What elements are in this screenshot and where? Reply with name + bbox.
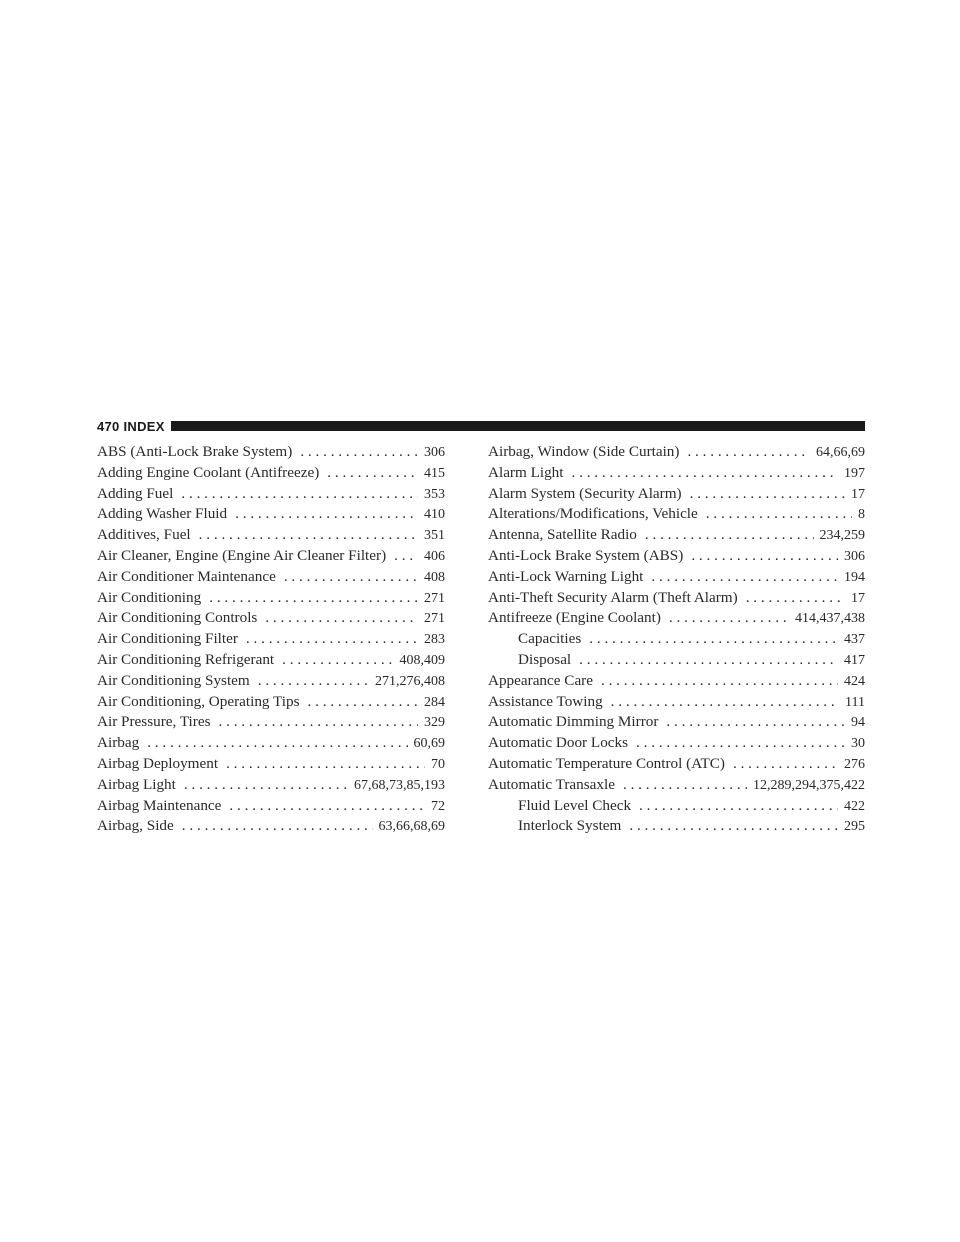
index-entry xyxy=(488,754,865,775)
index-entry xyxy=(488,484,865,505)
index-page-ref: 234,259 xyxy=(819,528,865,544)
dot-leader xyxy=(219,712,419,733)
index-term: Adding Fuel xyxy=(97,484,174,502)
index-term: ABS (Anti-Lock Brake System) xyxy=(97,443,293,460)
index-term: Disposal xyxy=(518,650,572,668)
index-page-ref: 422 xyxy=(844,798,865,814)
dot-leader xyxy=(601,671,838,692)
index-page-ref: 424 xyxy=(844,673,865,689)
index-entry xyxy=(488,608,865,629)
index-entry xyxy=(97,629,445,650)
index-page-ref: 410 xyxy=(424,507,445,523)
index-term: Air Cleaner, Engine (Engine Air Cleaner Filter) xyxy=(97,546,387,564)
page-number-section-label: 470 INDEX xyxy=(97,418,165,434)
index-entry xyxy=(97,484,445,505)
index-page-ref: 67,68,73,85,193 xyxy=(354,777,445,793)
dot-leader xyxy=(589,629,838,650)
dot-leader xyxy=(691,546,838,567)
index-term: Airbag Maintenance xyxy=(97,796,222,814)
dot-leader xyxy=(669,608,789,629)
index-page-ref: 437 xyxy=(844,632,865,648)
dot-leader xyxy=(746,588,845,609)
dot-leader xyxy=(184,775,348,796)
index-entry xyxy=(97,692,445,713)
dot-leader xyxy=(229,796,425,817)
index-term: Airbag Light xyxy=(97,775,176,793)
index-page-ref: 417 xyxy=(844,652,865,668)
dot-leader xyxy=(629,816,838,837)
index-subentry xyxy=(488,816,865,837)
dot-leader xyxy=(258,671,369,692)
dot-leader xyxy=(235,504,418,525)
index-entry xyxy=(97,671,445,692)
index-term: Alarm Light xyxy=(488,463,564,481)
index-term: Alterations/Modifications, Vehicle xyxy=(488,505,698,523)
index-term: Adding Engine Coolant (Antifreeze) xyxy=(97,463,320,481)
index-page-ref: 353 xyxy=(424,486,445,502)
index-term: Anti-Theft Security Alarm (Theft Alarm) xyxy=(488,588,738,606)
index-term: Air Conditioning Controls xyxy=(97,609,258,627)
index-subentry xyxy=(488,629,865,650)
index-entry xyxy=(97,525,445,546)
dot-leader xyxy=(572,463,839,484)
index-column-left xyxy=(97,442,445,837)
index-term: Air Conditioning, Operating Tips xyxy=(97,692,300,710)
index-page-ref: 60,69 xyxy=(413,736,445,752)
dot-leader xyxy=(327,463,418,484)
index-subentry xyxy=(488,796,865,817)
index-page-ref: 414,437,438 xyxy=(795,611,865,627)
index-page-ref: 72 xyxy=(431,798,445,814)
index-entry xyxy=(97,754,445,775)
index-entry xyxy=(97,567,445,588)
index-entry xyxy=(97,504,445,525)
index-page-ref: 276 xyxy=(844,756,865,772)
index-page-ref: 415 xyxy=(424,465,445,481)
dot-leader xyxy=(706,504,852,525)
index-entry xyxy=(488,692,865,713)
index-term: Automatic Door Locks xyxy=(488,734,629,752)
index-term: Capacities xyxy=(518,630,582,648)
dot-leader xyxy=(636,733,845,754)
index-term: Airbag, Window (Side Curtain) xyxy=(488,443,680,460)
index-term: Automatic Transaxle xyxy=(488,775,615,793)
dot-leader xyxy=(199,525,418,546)
index-entry xyxy=(488,504,865,525)
dot-leader xyxy=(282,650,393,671)
page-header xyxy=(97,416,865,436)
index-page-ref: 408 xyxy=(424,569,445,585)
index-page-ref: 8 xyxy=(858,507,865,523)
index-page-ref: 111 xyxy=(845,694,865,710)
index-term: Automatic Dimming Mirror xyxy=(488,713,659,731)
dot-leader xyxy=(690,484,845,505)
index-term: Anti-Lock Brake System (ABS) xyxy=(488,546,684,564)
index-page-ref: 64,66,69 xyxy=(816,445,865,460)
index-page-ref: 271 xyxy=(424,611,445,627)
index-entry xyxy=(97,796,445,817)
index-entry xyxy=(97,608,445,629)
index-page-ref: 295 xyxy=(844,819,865,835)
index-page-ref: 30 xyxy=(851,736,865,752)
dot-leader xyxy=(226,754,425,775)
index-entry xyxy=(488,733,865,754)
dot-leader xyxy=(209,588,418,609)
index-term: Air Conditioning Refrigerant xyxy=(97,650,275,668)
index-term: Airbag, Side xyxy=(97,817,174,835)
header-rule-bar xyxy=(171,421,865,431)
index-term: Additives, Fuel xyxy=(97,526,191,544)
index-page-ref: 306 xyxy=(424,445,445,460)
index-entry xyxy=(97,733,445,754)
index-term: Air Conditioner Maintenance xyxy=(97,567,276,585)
dot-leader xyxy=(611,692,839,713)
index-subentry xyxy=(488,650,865,671)
index-term: Interlock System xyxy=(518,817,622,835)
index-page-ref: 70 xyxy=(431,756,445,772)
dot-leader xyxy=(181,484,418,505)
index-term: Alarm System (Security Alarm) xyxy=(488,484,682,502)
dot-leader xyxy=(265,608,418,629)
index-entry xyxy=(97,463,445,484)
index-page-ref: 197 xyxy=(844,465,865,481)
index-page-ref: 17 xyxy=(851,590,865,606)
index-page-ref: 351 xyxy=(424,528,445,544)
index-page-ref: 408,409 xyxy=(399,652,445,668)
dot-leader xyxy=(182,816,373,837)
index-page-ref: 284 xyxy=(424,694,445,710)
index-term: Air Conditioning xyxy=(97,588,202,606)
index-term: Anti-Lock Warning Light xyxy=(488,567,644,585)
dot-leader xyxy=(147,733,407,754)
index-term: Air Pressure, Tires xyxy=(97,713,211,731)
index-term: Adding Washer Fluid xyxy=(97,505,228,523)
index-entry xyxy=(488,567,865,588)
index-entry xyxy=(97,588,445,609)
index-page-ref: 94 xyxy=(851,715,865,731)
index-term: Assistance Towing xyxy=(488,692,603,710)
index-entry xyxy=(488,546,865,567)
dot-leader xyxy=(639,796,838,817)
index-page-ref: 306 xyxy=(844,548,865,564)
index-entry xyxy=(488,671,865,692)
dot-leader xyxy=(733,754,838,775)
index-entry xyxy=(488,712,865,733)
dot-leader xyxy=(666,712,845,733)
index-entry xyxy=(97,816,445,837)
dot-leader xyxy=(300,442,418,463)
dot-leader xyxy=(284,567,418,588)
index-entry xyxy=(488,442,865,463)
index-entry xyxy=(97,442,445,463)
index-term: Automatic Temperature Control (ATC) xyxy=(488,754,725,772)
index-entry xyxy=(97,546,445,567)
index-term: Air Conditioning Filter xyxy=(97,630,238,648)
dot-leader xyxy=(246,629,418,650)
dot-leader xyxy=(645,525,814,546)
index-entry xyxy=(97,712,445,733)
index-term: Appearance Care xyxy=(488,671,593,689)
index-entry xyxy=(488,775,865,796)
dot-leader xyxy=(308,692,418,713)
dot-leader xyxy=(579,650,838,671)
index-page-ref: 12,289,294,375,422 xyxy=(753,777,865,793)
index-page-ref: 17 xyxy=(851,486,865,502)
index-page-ref: 271 xyxy=(424,590,445,606)
index-page-ref: 406 xyxy=(424,548,445,564)
index-entry xyxy=(97,775,445,796)
index-entry xyxy=(97,650,445,671)
index-page-ref: 283 xyxy=(424,632,445,648)
dot-leader xyxy=(394,546,418,567)
index-page-ref: 271,276,408 xyxy=(375,673,445,689)
index-entry xyxy=(488,463,865,484)
index-term: Airbag xyxy=(97,734,140,752)
index-page-ref: 194 xyxy=(844,569,865,585)
index-entry xyxy=(488,588,865,609)
index-term: Air Conditioning System xyxy=(97,671,250,689)
dot-leader xyxy=(623,775,747,796)
index-page-ref: 63,66,68,69 xyxy=(378,819,445,835)
dot-leader xyxy=(687,442,810,463)
index-term: Fluid Level Check xyxy=(518,796,632,814)
index-entry xyxy=(488,525,865,546)
index-term: Antenna, Satellite Radio xyxy=(488,526,637,544)
dot-leader xyxy=(651,567,838,588)
index-term: Airbag Deployment xyxy=(97,754,219,772)
index-term: Antifreeze (Engine Coolant) xyxy=(488,609,661,627)
index-page-ref: 329 xyxy=(424,715,445,731)
index-column-right xyxy=(488,442,865,837)
